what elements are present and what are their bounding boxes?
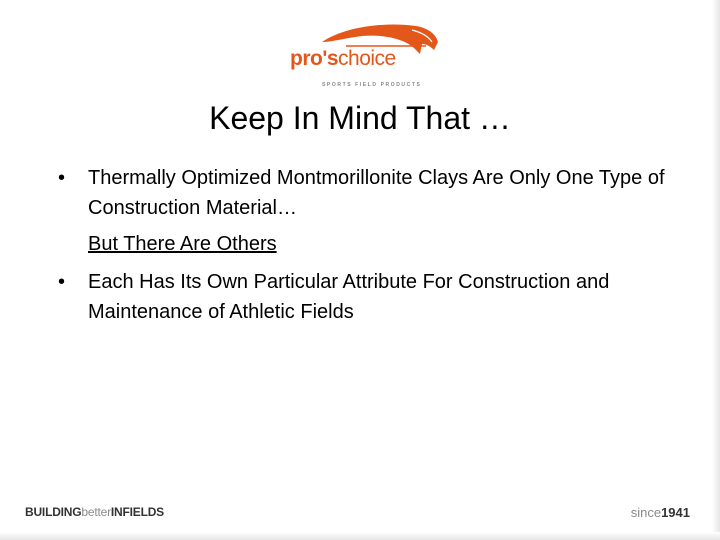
bullet-marker: • [58, 271, 66, 293]
footer-infields: INFIELDS [110, 505, 164, 519]
logo-wordmark [290, 47, 396, 71]
footer-better: better [81, 505, 111, 519]
footer-since [631, 505, 690, 520]
slide-frame-right [712, 0, 720, 540]
bullet-item [58, 163, 678, 223]
logo-brand-pros: pro's [290, 47, 339, 70]
bullet-text: Thermally Optimized Montmorillonite Clays Are Only One Type of Construction Material… [88, 167, 665, 219]
slide-frame-bottom [0, 532, 720, 540]
bullet-subline [58, 229, 678, 259]
underlined-subline-text: But There Are Others [88, 233, 277, 255]
pros-choice-logo [286, 20, 440, 88]
bullet-marker: • [58, 167, 66, 189]
bullet-list [58, 163, 678, 327]
bullet-text: Each Has Its Own Particular Attribute For Construction and Maintenance of Athletic Fields [88, 271, 610, 323]
footer-since-label: since [630, 505, 662, 520]
bullet-item [58, 267, 678, 327]
logo-brand-choice: choice [338, 47, 396, 70]
footer-slogan [25, 505, 164, 519]
logo-tagline: SPORTS FIELD PRODUCTS [322, 82, 422, 88]
footer-year: 1941 [661, 505, 690, 520]
footer-building: BUILDING [25, 505, 82, 519]
slide-title: Keep In Mind That … [209, 100, 511, 136]
